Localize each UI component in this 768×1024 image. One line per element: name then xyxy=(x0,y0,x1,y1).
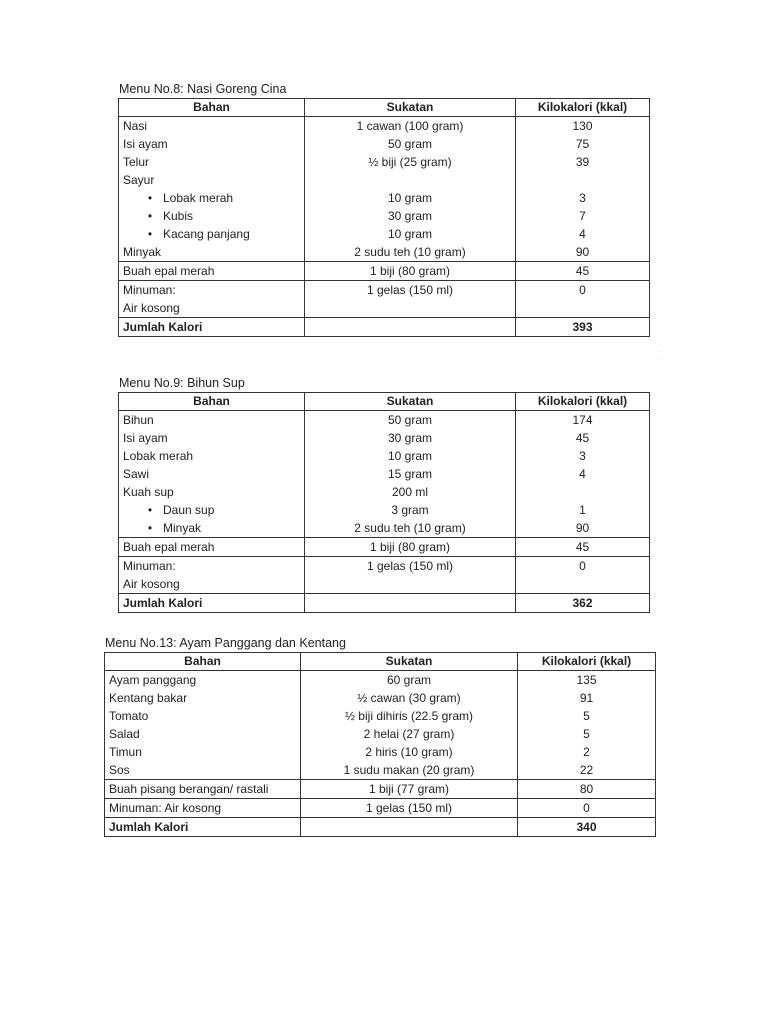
cell-sukatan xyxy=(305,171,516,189)
bahan-label: Sos xyxy=(109,763,130,777)
cell-kkal: 45 xyxy=(516,262,650,281)
table-row xyxy=(119,429,650,447)
cell-kkal: 0 xyxy=(518,799,656,818)
bullet-icon: • xyxy=(147,191,153,205)
total-row xyxy=(119,318,650,337)
total-row xyxy=(105,818,656,837)
menu-table xyxy=(118,392,650,613)
header-bahan: Bahan xyxy=(105,653,301,671)
cell-sukatan: 10 gram xyxy=(305,225,516,243)
table-row xyxy=(119,411,650,430)
bahan-label: Sawi xyxy=(123,467,150,481)
menu-block xyxy=(118,82,650,337)
cell-bahan xyxy=(119,243,305,262)
bahan-label: Telur xyxy=(123,155,150,169)
header-bahan: Bahan xyxy=(119,393,305,411)
bahan-label: Minuman: Air kosong xyxy=(109,801,222,815)
table-row xyxy=(119,465,650,483)
cell-sukatan: 50 gram xyxy=(305,135,516,153)
cell-sukatan: 30 gram xyxy=(305,207,516,225)
table-row xyxy=(119,225,650,243)
total-label: Jumlah Kalori xyxy=(105,818,301,837)
cell-sukatan: 2 hiris (10 gram) xyxy=(301,743,518,761)
cell-bahan xyxy=(119,519,305,538)
bahan-label: Nasi xyxy=(123,119,148,133)
cell-bahan xyxy=(119,281,305,300)
cell-bahan xyxy=(105,799,301,818)
table-row xyxy=(119,483,650,501)
cell-sukatan xyxy=(305,299,516,318)
total-row xyxy=(119,594,650,613)
cell-bahan xyxy=(119,171,305,189)
header-sukatan: Sukatan xyxy=(305,393,516,411)
cell-kkal: 45 xyxy=(516,429,650,447)
table-row xyxy=(119,519,650,538)
cell-bahan xyxy=(119,153,305,171)
cell-bahan xyxy=(119,189,305,207)
cell-kkal: 135 xyxy=(518,671,656,690)
cell-bahan xyxy=(119,135,305,153)
cell-bahan xyxy=(105,725,301,743)
cell-kkal: 90 xyxy=(516,243,650,262)
cell-kkal: 130 xyxy=(516,117,650,136)
total-kkal: 393 xyxy=(516,318,650,337)
cell-kkal: 22 xyxy=(518,761,656,780)
cell-sukatan: 50 gram xyxy=(305,411,516,430)
total-empty-cell xyxy=(305,594,516,613)
menu-title: Menu No.9: Bihun Sup xyxy=(119,376,245,390)
cell-kkal: 5 xyxy=(518,707,656,725)
cell-sukatan: 2 sudu teh (10 gram) xyxy=(305,519,516,538)
cell-kkal: 4 xyxy=(516,465,650,483)
total-empty-cell xyxy=(305,318,516,337)
header-kkal: Kilokalori (kkal) xyxy=(516,393,650,411)
bahan-label: Lobak merah xyxy=(163,191,234,205)
table-row xyxy=(119,501,650,519)
bahan-label: Air kosong xyxy=(123,577,180,591)
cell-sukatan: 2 sudu teh (10 gram) xyxy=(305,243,516,262)
bahan-label: Kacang panjang xyxy=(163,227,250,241)
cell-sukatan: 1 biji (80 gram) xyxy=(305,538,516,557)
menu-block xyxy=(104,636,656,837)
table-row xyxy=(105,780,656,799)
bahan-label: Salad xyxy=(109,727,140,741)
cell-kkal xyxy=(516,483,650,501)
total-empty-cell xyxy=(301,818,518,837)
cell-bahan xyxy=(119,299,305,318)
table-row xyxy=(105,671,656,690)
total-label: Jumlah Kalori xyxy=(119,594,305,613)
header-kkal: Kilokalori (kkal) xyxy=(516,99,650,117)
table-row xyxy=(119,557,650,576)
cell-sukatan: 1 cawan (100 gram) xyxy=(305,117,516,136)
cell-kkal: 4 xyxy=(516,225,650,243)
bahan-label: Timun xyxy=(109,745,142,759)
cell-sukatan: 30 gram xyxy=(305,429,516,447)
bahan-label: Minyak xyxy=(163,521,202,535)
table-row xyxy=(105,743,656,761)
bullet-icon: • xyxy=(147,227,153,241)
table-row xyxy=(119,281,650,300)
cell-kkal: 91 xyxy=(518,689,656,707)
cell-sukatan: 60 gram xyxy=(301,671,518,690)
cell-bahan xyxy=(119,411,305,430)
bahan-label: Bihun xyxy=(123,413,154,427)
table-row xyxy=(119,575,650,594)
cell-sukatan: 10 gram xyxy=(305,189,516,207)
bahan-label: Minuman: xyxy=(123,559,176,573)
cell-bahan xyxy=(119,575,305,594)
bahan-label: Lobak merah xyxy=(123,449,194,463)
cell-bahan xyxy=(119,483,305,501)
cell-bahan xyxy=(105,761,301,780)
table-row xyxy=(119,447,650,465)
cell-kkal: 5 xyxy=(518,725,656,743)
cell-sukatan: ½ biji (25 gram) xyxy=(305,153,516,171)
bahan-label: Buah pisang berangan/ rastali xyxy=(109,782,269,796)
cell-bahan xyxy=(119,207,305,225)
cell-sukatan: 15 gram xyxy=(305,465,516,483)
cell-bahan xyxy=(105,707,301,725)
cell-kkal: 0 xyxy=(516,557,650,576)
bullet-icon: • xyxy=(147,503,153,517)
table-header-row xyxy=(119,393,650,411)
menu-table xyxy=(118,98,650,337)
table-row xyxy=(119,243,650,262)
bahan-label: Daun sup xyxy=(163,503,215,517)
cell-sukatan: 1 gelas (150 ml) xyxy=(305,557,516,576)
cell-sukatan: ½ cawan (30 gram) xyxy=(301,689,518,707)
header-bahan: Bahan xyxy=(119,99,305,117)
table-row xyxy=(119,153,650,171)
bahan-label: Kentang bakar xyxy=(109,691,188,705)
cell-sukatan: 1 biji (80 gram) xyxy=(305,262,516,281)
bahan-label: Minuman: xyxy=(123,283,176,297)
cell-bahan xyxy=(119,429,305,447)
cell-bahan xyxy=(105,671,301,690)
cell-sukatan: 3 gram xyxy=(305,501,516,519)
bahan-label: Sayur xyxy=(123,173,155,187)
table-row xyxy=(119,189,650,207)
cell-sukatan: 1 biji (77 gram) xyxy=(301,780,518,799)
table-row xyxy=(119,117,650,136)
cell-kkal: 2 xyxy=(518,743,656,761)
header-sukatan: Sukatan xyxy=(301,653,518,671)
cell-bahan xyxy=(119,117,305,136)
table-row xyxy=(119,135,650,153)
cell-bahan xyxy=(119,465,305,483)
total-kkal: 362 xyxy=(516,594,650,613)
cell-kkal xyxy=(516,299,650,318)
bahan-label: Isi ayam xyxy=(123,431,168,445)
total-kkal: 340 xyxy=(518,818,656,837)
table-header-row xyxy=(105,653,656,671)
cell-bahan xyxy=(105,689,301,707)
cell-kkal xyxy=(516,575,650,594)
cell-kkal: 7 xyxy=(516,207,650,225)
cell-bahan xyxy=(119,538,305,557)
menu-block xyxy=(118,376,650,613)
bullet-icon: • xyxy=(147,209,153,223)
cell-bahan xyxy=(119,225,305,243)
table-row xyxy=(105,689,656,707)
cell-bahan xyxy=(119,447,305,465)
table-row xyxy=(119,299,650,318)
cell-kkal: 3 xyxy=(516,447,650,465)
cell-kkal: 174 xyxy=(516,411,650,430)
cell-kkal: 1 xyxy=(516,501,650,519)
cell-kkal xyxy=(516,171,650,189)
cell-bahan xyxy=(105,780,301,799)
table-row xyxy=(119,538,650,557)
cell-sukatan: 10 gram xyxy=(305,447,516,465)
bahan-label: Isi ayam xyxy=(123,137,168,151)
menu-table xyxy=(104,652,656,837)
cell-bahan xyxy=(105,743,301,761)
cell-bahan xyxy=(119,501,305,519)
table-row xyxy=(119,207,650,225)
cell-sukatan: ½ biji dihiris (22.5 gram) xyxy=(301,707,518,725)
cell-kkal: 0 xyxy=(516,281,650,300)
cell-kkal: 39 xyxy=(516,153,650,171)
cell-sukatan: 1 sudu makan (20 gram) xyxy=(301,761,518,780)
bullet-icon: • xyxy=(147,521,153,535)
bahan-label: Air kosong xyxy=(123,301,180,315)
header-kkal: Kilokalori (kkal) xyxy=(518,653,656,671)
cell-sukatan: 200 ml xyxy=(305,483,516,501)
scan-speck: · · xyxy=(660,348,663,362)
cell-kkal: 45 xyxy=(516,538,650,557)
cell-sukatan xyxy=(305,575,516,594)
cell-kkal: 3 xyxy=(516,189,650,207)
bahan-label: Buah epal merah xyxy=(123,264,215,278)
table-header-row xyxy=(119,99,650,117)
cell-sukatan: 2 helai (27 gram) xyxy=(301,725,518,743)
bahan-label: Minyak xyxy=(123,245,162,259)
bahan-label: Kubis xyxy=(163,209,194,223)
table-row xyxy=(105,799,656,818)
cell-bahan xyxy=(119,262,305,281)
table-row xyxy=(105,707,656,725)
bahan-label: Buah epal merah xyxy=(123,540,215,554)
table-row xyxy=(119,171,650,189)
table-row xyxy=(105,725,656,743)
header-sukatan: Sukatan xyxy=(305,99,516,117)
table-row xyxy=(105,761,656,780)
cell-bahan xyxy=(119,557,305,576)
bahan-label: Tomato xyxy=(109,709,149,723)
bahan-label: Ayam panggang xyxy=(109,673,197,687)
table-row xyxy=(119,262,650,281)
menu-title: Menu No.13: Ayam Panggang dan Kentang xyxy=(105,636,346,650)
cell-kkal: 80 xyxy=(518,780,656,799)
total-label: Jumlah Kalori xyxy=(119,318,305,337)
cell-sukatan: 1 gelas (150 ml) xyxy=(305,281,516,300)
cell-kkal: 90 xyxy=(516,519,650,538)
bahan-label: Kuah sup xyxy=(123,485,174,499)
cell-kkal: 75 xyxy=(516,135,650,153)
menu-title: Menu No.8: Nasi Goreng Cina xyxy=(119,82,287,96)
cell-sukatan: 1 gelas (150 ml) xyxy=(301,799,518,818)
